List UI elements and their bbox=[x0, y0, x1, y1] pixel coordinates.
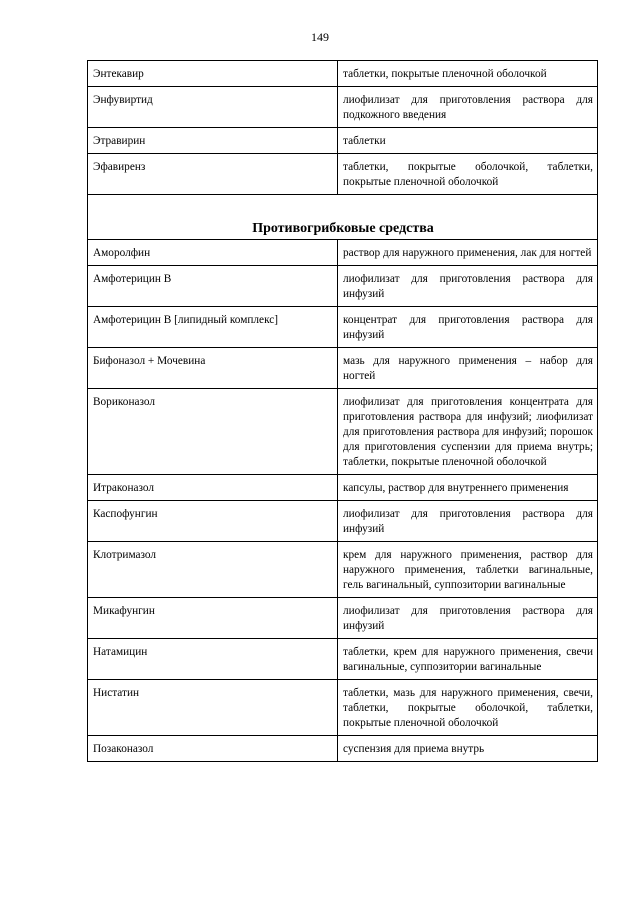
drug-name: Энфувиртид bbox=[88, 87, 338, 128]
drug-name: Клотримазол bbox=[88, 542, 338, 598]
drug-form: таблетки bbox=[338, 128, 598, 154]
drug-form: лиофилизат для приготовления раствора для инфузий bbox=[338, 266, 598, 307]
drug-name: Нистатин bbox=[88, 680, 338, 736]
table-row bbox=[88, 639, 598, 680]
table-row bbox=[88, 736, 598, 762]
drug-table bbox=[87, 60, 598, 762]
drug-name: Натамицин bbox=[88, 639, 338, 680]
drug-form: капсулы, раствор для внутреннего применения bbox=[338, 475, 598, 501]
drug-form: таблетки, крем для наружного применения, свечи вагинальные, суппозитории вагинальные bbox=[338, 639, 598, 680]
drug-form: суспензия для приема внутрь bbox=[338, 736, 598, 762]
table-row bbox=[88, 475, 598, 501]
table-row bbox=[88, 128, 598, 154]
drug-name: Этравирин bbox=[88, 128, 338, 154]
drug-name: Амфотерицин В bbox=[88, 266, 338, 307]
table-row bbox=[88, 307, 598, 348]
drug-name: Бифоназол + Мочевина bbox=[88, 348, 338, 389]
drug-name: Микафунгин bbox=[88, 598, 338, 639]
drug-form: таблетки, покрытые оболочкой, таблетки, покрытые пленочной оболочкой bbox=[338, 154, 598, 195]
table-row bbox=[88, 87, 598, 128]
drug-name: Вориконазол bbox=[88, 389, 338, 475]
drug-name: Эфавиренз bbox=[88, 154, 338, 195]
table-row bbox=[88, 389, 598, 475]
drug-form: лиофилизат для приготовления раствора для инфузий bbox=[338, 501, 598, 542]
table-row bbox=[88, 240, 598, 266]
drug-form: крем для наружного применения, раствор для наружного применения, таблетки вагинальные, гель вагинальный, суппозитории вагинальные bbox=[338, 542, 598, 598]
table-row bbox=[88, 680, 598, 736]
section-title: Противогрибковые средства bbox=[88, 195, 598, 240]
drug-form: таблетки, покрытые пленочной оболочкой bbox=[338, 61, 598, 87]
table-row bbox=[88, 266, 598, 307]
drug-form: лиофилизат для приготовления концентрата для приготовления раствора для инфузий; лиофилизат для приготовления раствора для инфузий; порошок для приготовления суспензии для приема внутрь; таблетки, покрытые пленочной оболочкой bbox=[338, 389, 598, 475]
drug-name: Энтекавир bbox=[88, 61, 338, 87]
table-row bbox=[88, 542, 598, 598]
table-row bbox=[88, 501, 598, 542]
drug-form: раствор для наружного применения, лак для ногтей bbox=[338, 240, 598, 266]
drug-form: лиофилизат для приготовления раствора для подкожного введения bbox=[338, 87, 598, 128]
drug-name: Амфотерицин В [липидный комплекс] bbox=[88, 307, 338, 348]
drug-form: концентрат для приготовления раствора для инфузий bbox=[338, 307, 598, 348]
page-number: 149 bbox=[311, 30, 329, 44]
drug-form: мазь для наружного применения – набор для ногтей bbox=[338, 348, 598, 389]
drug-name: Каспофунгин bbox=[88, 501, 338, 542]
table-row bbox=[88, 154, 598, 195]
drug-form: лиофилизат для приготовления раствора для инфузий bbox=[338, 598, 598, 639]
drug-name: Аморолфин bbox=[88, 240, 338, 266]
section-header-row bbox=[88, 195, 598, 240]
table-row bbox=[88, 598, 598, 639]
table-row bbox=[88, 348, 598, 389]
drug-form: таблетки, мазь для наружного применения, свечи, таблетки, покрытые оболочкой, таблетки, покрытые пленочной оболочкой bbox=[338, 680, 598, 736]
table-row bbox=[88, 61, 598, 87]
drug-name: Позаконазол bbox=[88, 736, 338, 762]
drug-name: Итраконазол bbox=[88, 475, 338, 501]
